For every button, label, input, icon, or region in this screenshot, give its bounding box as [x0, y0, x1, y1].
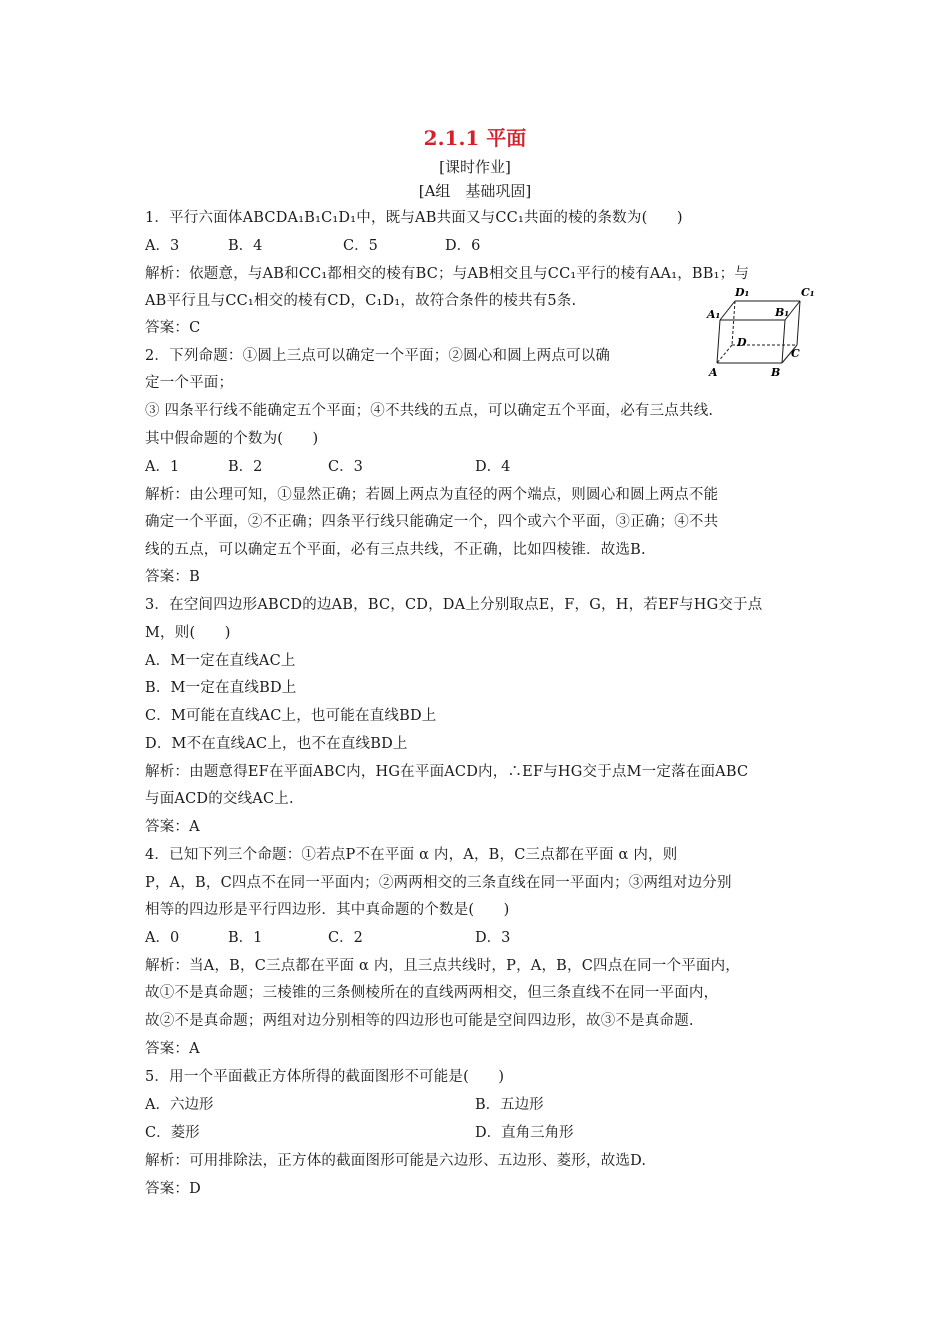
label-a: A — [709, 366, 718, 379]
q1-option-b: B．4 — [228, 238, 263, 254]
q4-option-a: A．0 — [145, 930, 180, 946]
label-c: C — [791, 347, 800, 360]
label-b: B — [771, 366, 781, 379]
q3-analysis-line2: 与面ACD的交线AC上. — [145, 791, 294, 807]
q2-answer: 答案：B — [145, 569, 200, 585]
q3-option-d: D．M不在直线AC上，也不在直线BD上 — [145, 736, 408, 752]
q2-option-a: A．1 — [145, 459, 180, 475]
label-d: D — [737, 336, 747, 349]
label-b1: B₁ — [775, 306, 790, 319]
q5-stem: 5．用一个平面截正方体所得的截面图形不可能是( ) — [145, 1069, 505, 1085]
q1-answer: 答案：C — [145, 320, 201, 336]
q4-analysis-line3: 故②不是真命题；两组对边分别相等的四边形也可能是空间四边形，故③不是真命题. — [145, 1013, 694, 1029]
q1-stem: 1．平行六面体ABCDA₁B₁C₁D₁中，既与AB共面又与CC₁共面的棱的条数为( ) — [145, 210, 683, 226]
label-c1: C₁ — [801, 286, 815, 299]
q2-analysis-line2: 确定一个平面，②不正确；四条平行线只能确定一个，四个或六个平面，③正确；④不共 — [145, 514, 719, 530]
q4-stem-line2: P，A，B，C四点不在同一平面内；②两两相交的三条直线在同一平面内；③两组对边分别 — [145, 875, 732, 891]
subtitle-homework: [课时作业] — [439, 158, 511, 176]
q5-option-c: C．菱形 — [145, 1125, 200, 1141]
q3-analysis-line1: 解析：由题意得EF在平面ABC内，HG在平面ACD内，∴EF与HG交于点M一定落在面ABC — [145, 764, 749, 780]
q1-option-d: D．6 — [445, 238, 481, 254]
label-a1: A₁ — [707, 308, 721, 321]
q1-analysis-line1: 解析：依题意，与AB和CC₁都相交的棱有BC；与AB相交且与CC₁平行的棱有AA₁，BB₁；与 — [145, 266, 750, 282]
q3-stem-line1: 3．在空间四边形ABCD的边AB，BC，CD，DA上分别取点E，F，G，H，若EF与HG交于点 — [145, 597, 763, 613]
q4-stem-line3: 相等的四边形是平行四边形．其中真命题的个数是( ) — [145, 902, 510, 918]
q3-option-c: C．M可能在直线AC上，也可能在直线BD上 — [145, 708, 437, 724]
q4-answer: 答案：A — [145, 1041, 200, 1057]
subtitle-group: [A组 基础巩固] — [418, 182, 532, 200]
q2-stem-line1: 2．下列命题：①圆上三点可以确定一个平面；②圆心和圆上两点可以确 — [145, 348, 611, 364]
q2-stem-line2: 定一个平面； — [145, 375, 234, 391]
q2-option-c: C．3 — [328, 459, 363, 475]
q5-analysis: 解析：可用排除法，正方体的截面图形可能是六边形、五边形、菱形，故选D. — [145, 1153, 647, 1169]
q2-stem-line4: 其中假命题的个数为( ) — [145, 431, 319, 447]
q4-option-c: C．2 — [328, 930, 363, 946]
page-title: 2.1.1 平面 — [423, 126, 527, 150]
q5-answer: 答案：D — [145, 1181, 201, 1197]
parallelepiped-figure — [705, 283, 825, 383]
q2-option-d: D．4 — [475, 459, 511, 475]
q2-option-b: B．2 — [228, 459, 263, 475]
q4-option-d: D．3 — [475, 930, 511, 946]
q3-option-b: B．M一定在直线BD上 — [145, 680, 297, 696]
q1-analysis-line2: AB平行且与CC₁相交的棱有CD，C₁D₁，故符合条件的棱共有5条. — [145, 293, 577, 309]
q3-stem-line2: M，则( ) — [145, 625, 231, 641]
q2-stem-line3: ③ 四条平行线不能确定五个平面；④不共线的五点，可以确定五个平面，必有三点共线. — [145, 403, 714, 419]
q4-analysis-line1: 解析：当A，B，C三点都在平面 α 内，且三点共线时，P，A，B，C四点在同一个平面内， — [145, 958, 741, 974]
q5-option-b: B．五边形 — [475, 1097, 544, 1113]
q1-option-a: A．3 — [145, 238, 180, 254]
q2-analysis-line3: 线的五点，可以确定五个平面，必有三点共线，不正确，比如四棱锥．故选B. — [145, 542, 646, 558]
q3-answer: 答案：A — [145, 819, 200, 835]
q4-option-b: B．1 — [228, 930, 263, 946]
q2-analysis-line1: 解析：由公理可知，①显然正确；若圆上两点为直径的两个端点，则圆心和圆上两点不能 — [145, 487, 719, 503]
q5-option-d: D．直角三角形 — [475, 1125, 574, 1141]
q5-option-a: A．六边形 — [145, 1097, 214, 1113]
q1-option-c: C．5 — [343, 238, 378, 254]
q4-analysis-line2: 故①不是真命题；三棱锥的三条侧棱所在的直线两两相交，但三条直线不在同一平面内， — [145, 985, 719, 1001]
q3-option-a: A．M一定在直线AC上 — [145, 653, 296, 669]
q4-stem-line1: 4．已知下列三个命题：①若点P不在平面 α 内，A，B，C三点都在平面 α 内，则 — [145, 847, 678, 863]
label-d1: D₁ — [735, 286, 750, 299]
